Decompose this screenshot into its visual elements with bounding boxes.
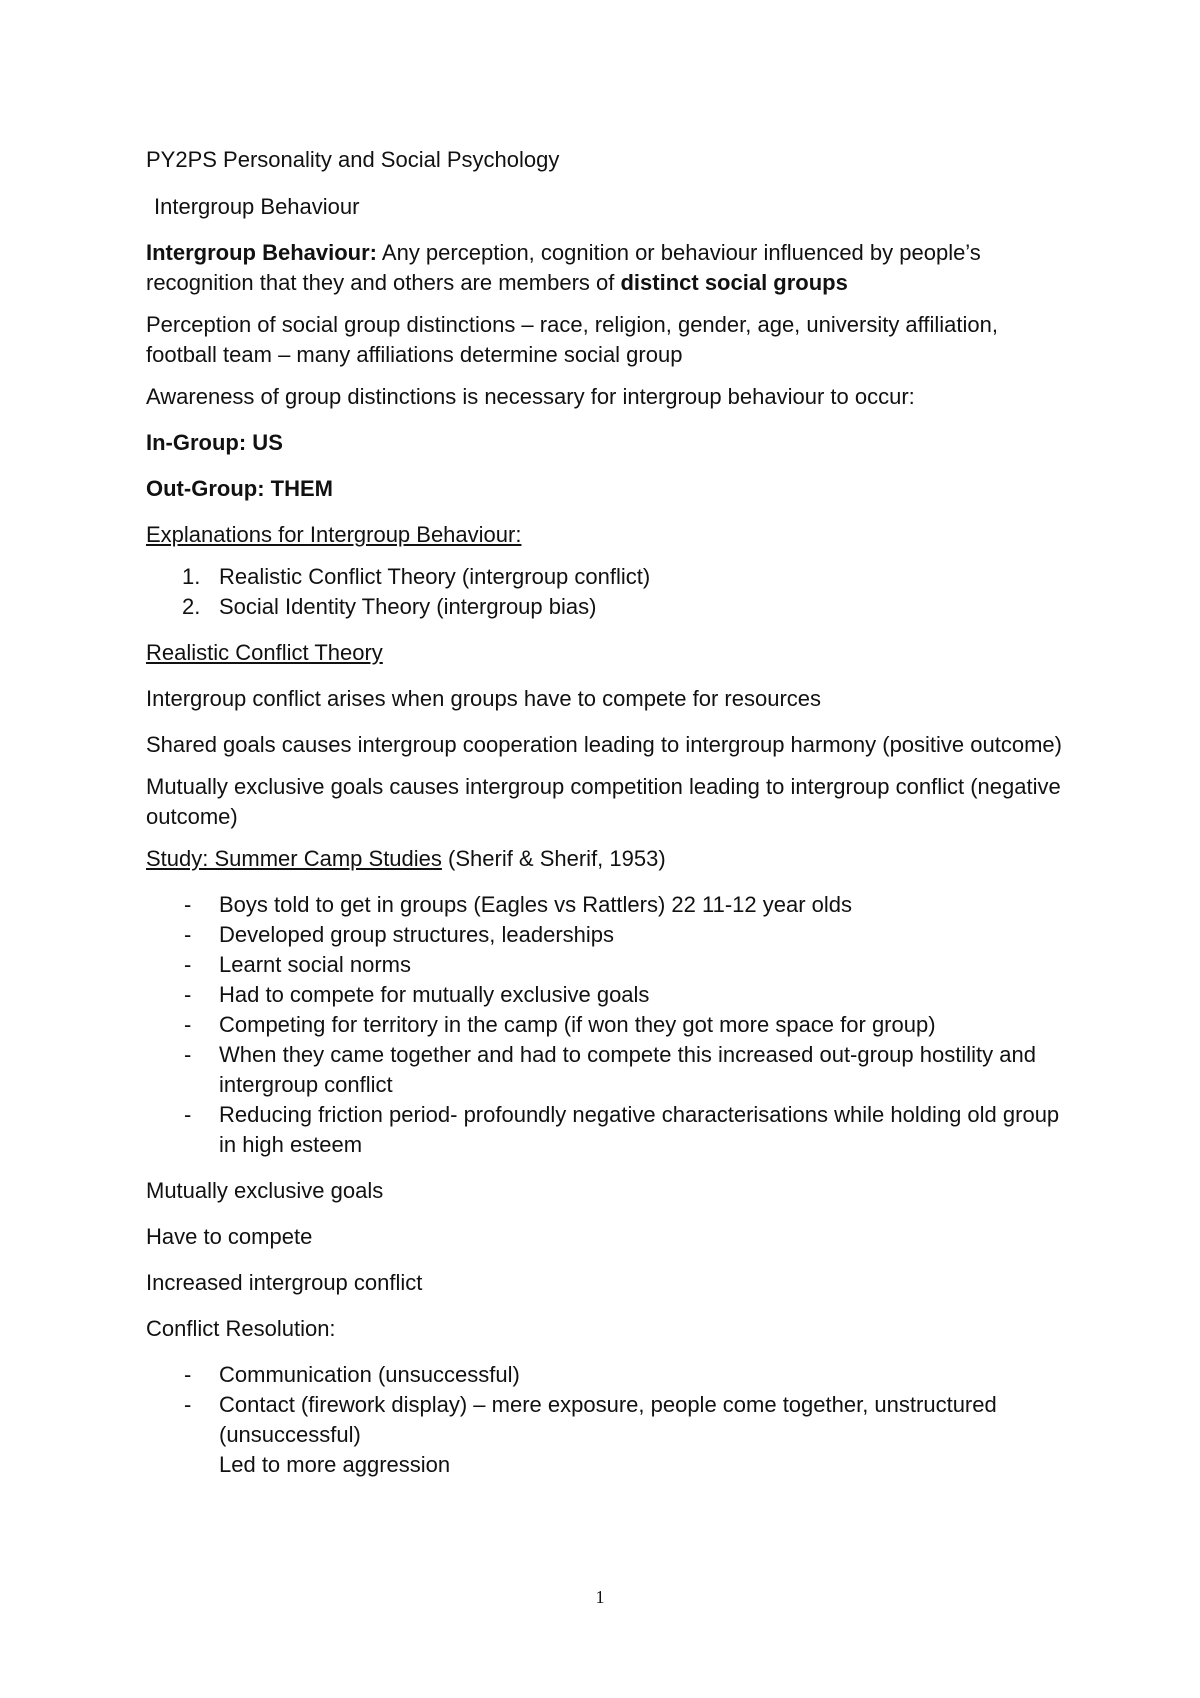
definition-emphasis: distinct social groups [620,270,848,295]
definition-term: Intergroup Behaviour: [146,240,378,265]
study-bullet-list [146,890,1066,1160]
resolution-bullet-list [146,1360,1066,1480]
list-item: 1. Realistic Conflict Theory (intergroup conflict) [182,564,651,589]
list-item: - Reducing friction period- profoundly negative characterisations while holding old group in high esteem [184,1102,1060,1157]
list-item: - Competing for territory in the camp (if won they got more space for group) [184,1012,936,1037]
rct-heading: Realistic Conflict Theory [146,640,383,665]
list-item: 2. Social Identity Theory (intergroup bias) [182,594,597,619]
rct-paragraph: Mutually exclusive goals causes intergroup competition leading to intergroup conflict (negative outcome) [146,774,1061,829]
list-item-continuation: Led to more aggression [219,1452,451,1477]
summary-line: Have to compete [146,1224,313,1249]
list-item: - Contact (firework display) – mere exposure, people come together, unstructured (unsuccessful) Led to more aggression [184,1392,997,1477]
list-item: - Learnt social norms [184,952,411,977]
document-title: PY2PS Personality and Social Psychology [146,147,560,172]
list-item: - Had to compete for mutually exclusive goals [184,982,650,1007]
document-body [146,145,1066,1496]
study-citation: (Sherif & Sherif, 1953) [441,846,666,871]
definition-text: Any perception, cognition or behaviour influenced by people’s recognition that they and others are members of [146,240,981,295]
document-subtitle: Intergroup Behaviour [154,194,360,219]
list-item: - Communication (unsuccessful) [184,1362,520,1387]
page-number: 1 [595,1587,605,1607]
explanations-list [146,562,1066,622]
list-item: - When they came together and had to compete this increased out-group hostility and intergroup conflict [184,1042,1036,1097]
rct-paragraph: Intergroup conflict arises when groups have to compete for resources [146,686,822,711]
definition-paragraph [146,238,1066,298]
conflict-resolution-heading: Conflict Resolution: [146,1316,336,1341]
perception-paragraph: Perception of social group distinctions – race, religion, gender, age, university affiliation, football team – many affiliations determine social group [146,312,998,367]
study-label: Study: Summer Camp Studies [146,846,442,871]
awareness-paragraph: Awareness of group distinctions is necessary for intergroup behaviour to occur: [146,384,915,409]
out-group-label: Out-Group: THEM [146,476,333,501]
list-item: - Boys told to get in groups (Eagles vs Rattlers) 22 11-12 year olds [184,892,853,917]
explanations-heading: Explanations for Intergroup Behaviour: [146,522,522,547]
summary-line: Increased intergroup conflict [146,1270,423,1295]
study-heading [146,844,1066,874]
list-item: - Developed group structures, leaderships [184,922,615,947]
in-group-label: In-Group: US [146,430,283,455]
summary-line: Mutually exclusive goals [146,1178,384,1203]
rct-paragraph: Shared goals causes intergroup cooperation leading to intergroup harmony (positive outcome) [146,732,1062,757]
